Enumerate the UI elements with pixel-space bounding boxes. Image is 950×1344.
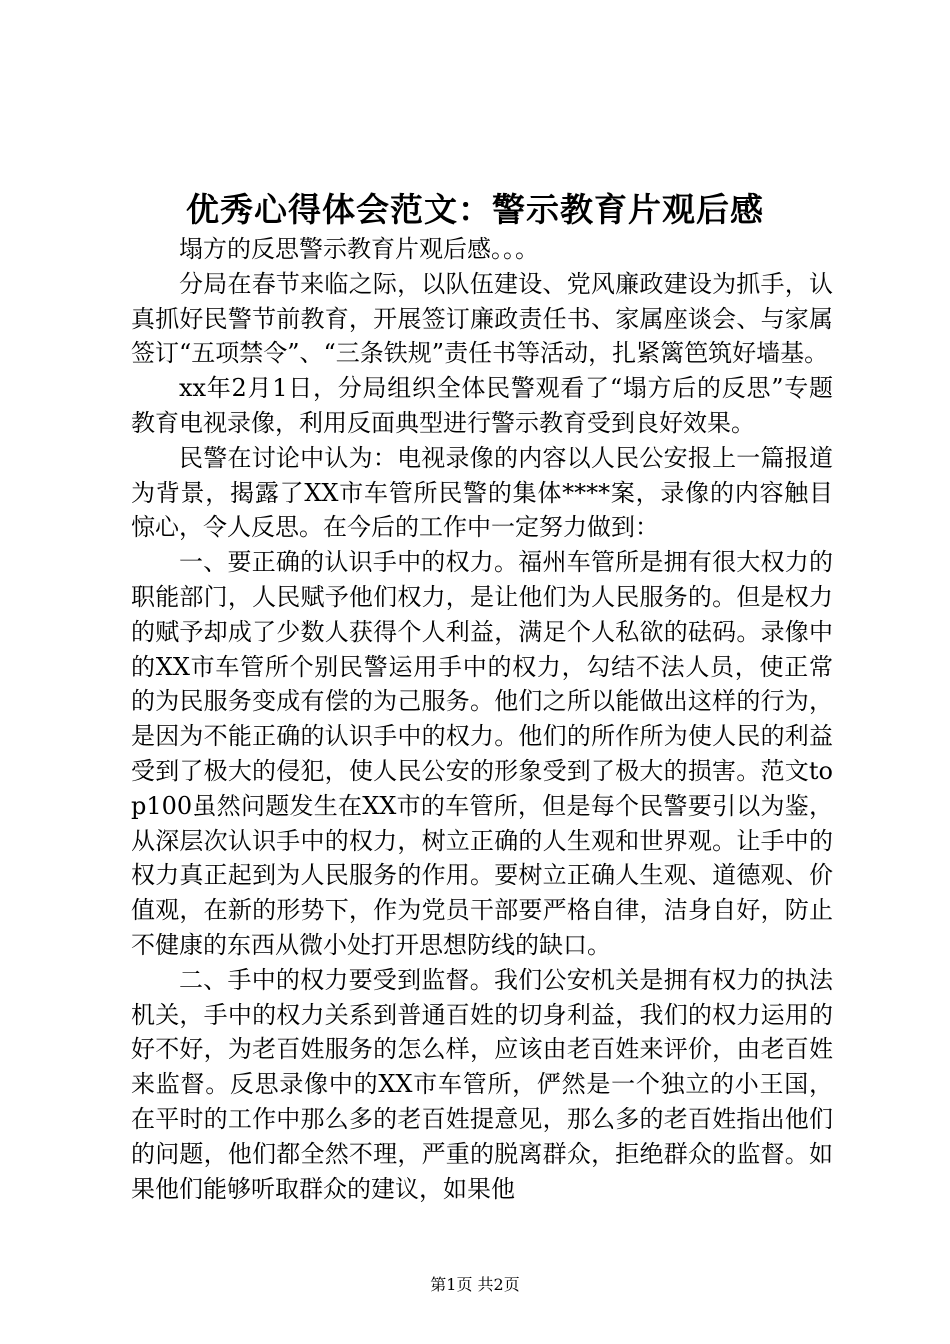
paragraph: 分局在春节来临之际，以队伍建设、党风廉政建设为抓手，认真抓好民警节前教育，开展签订廉政责任书、家属座谈会、与家属签订“五项禁令”、“三条铁规”责任书等活动，扎紧篱笆筑好墙基。 (131, 269, 833, 368)
paragraph: xx年2月1日，分局组织全体民警观看了“塌方后的反思”专题教育电视录像，利用反面典型进行警示教育受到良好效果。 (131, 374, 833, 437)
paragraph: 一、要正确的认识手中的权力。福州车管所是拥有很大权力的职能部门，人民赋予他们权力，是让他们为人民服务的。但是权力的赋予却成了少数人获得个人利益，满足个人私欲的砝码。录像中的XX市车管所个别民警运用手中的权力，勾结不法人员，使正常的为民服务变成有偿的为己服务。他们之所以能做出这样的行为，是因为不能正确的认识手中的权力。他们的所作所为使人民的利益受到了极大的侵犯，使人民公安的形象受到了极大的损害。范文top100虽然问题发生在XX市的车管所，但是每个民警要引以为鉴，从深层次认识手中的权力，树立正确的人生观和世界观。让手中的权力真正起到为人民服务的作用。要树立正确人生观、道德观、价值观，在新的形势下，作为党员干部要严格自律，洁身自好，防止不健康的东西从微小处打开思想防线的缺口。 (131, 548, 833, 959)
document-title: 优秀心得体会范文：警示教育片观后感 (186, 190, 764, 229)
paragraph: 民警在讨论中认为：电视录像的内容以人民公安报上一篇报道为背景，揭露了XX市车管所民警的集体****案，录像的内容触目惊心，令人反思。在今后的工作中一定努力做到： (131, 443, 833, 542)
paragraph: 塌方的反思警示教育片观后感。。。 (179, 235, 539, 263)
document-body (131, 232, 833, 1206)
paragraph: 二、手中的权力要受到监督。我们公安机关是拥有权力的执法机关，手中的权力关系到普通百姓的切身利益，我们的权力运用的好不好，为老百姓服务的怎么样，应该由老百姓来评价，由老百姓来监督。反思录像中的XX市车管所，俨然是一个独立的小王国，在平时的工作中那么多的老百姓提意见，那么多的老百姓指出他们的问题，他们都全然不理，严重的脱离群众，拒绝群众的监督。如果他们能够听取群众的建议，如果他 (131, 965, 833, 1203)
page-footer: 第1页 共2页 (430, 1275, 520, 1294)
